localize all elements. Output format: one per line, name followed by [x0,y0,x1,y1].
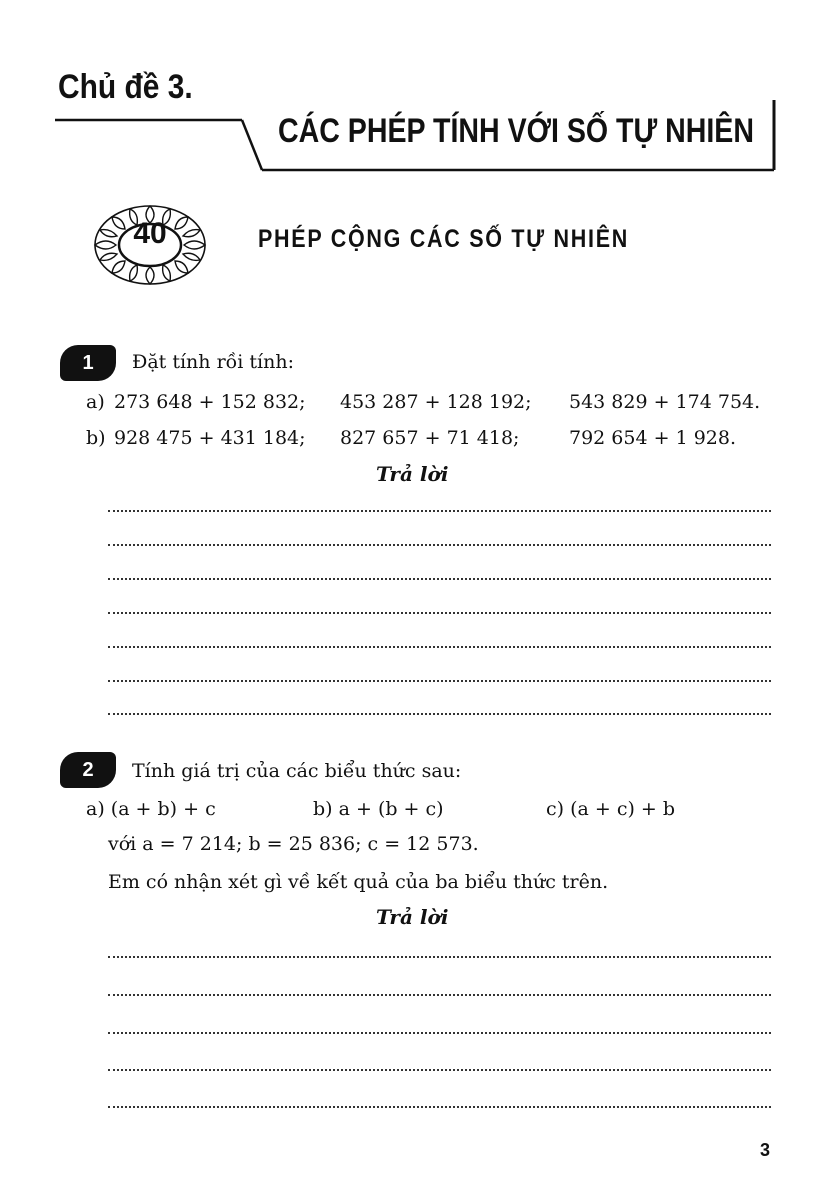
exercise-1-answer-line [108,544,771,546]
chapter-title: CÁC PHÉP TÍNH VỚI SỐ TỰ NHIÊN [278,112,754,150]
exercise-1-answer-label: Trả lời [376,462,449,486]
exercise-2-badge: 2 [60,752,116,788]
exercise-2-answer-line [108,956,771,958]
exercise-1-a-item-3: 543 829 + 174 754. [569,391,761,413]
exercise-1-badge: 1 [60,345,116,381]
exercise-1-answer-line [108,646,771,648]
exercise-1-row-b-label: b) [86,427,106,449]
exercise-1-answer-line [108,713,771,715]
exercise-1-b-item-3: 792 654 + 1 928. [569,427,737,449]
exercise-2-answer-line [108,1032,771,1034]
exercise-2-answer-line [108,1069,771,1071]
lesson-title: PHÉP CỘNG CÁC SỐ TỰ NHIÊN [258,225,630,253]
exercise-2-given-values: với a = 7 214; b = 25 836; c = 12 573. [108,833,479,855]
page-number: 3 [760,1140,771,1160]
exercise-1-a-item-2: 453 287 + 128 192; [340,391,532,413]
exercise-2-question: Em có nhận xét gì về kết quả của ba biểu thức trên. [108,871,609,893]
exercise-2-expression-b: b) a + (b + c) [313,798,444,820]
exercise-1-answer-line [108,510,771,512]
exercise-1-row-a-label: a) [86,391,105,413]
exercise-2-instruction: Tính giá trị của các biểu thức sau: [132,760,462,782]
exercise-1-b-item-1: 928 475 + 431 184; [114,427,306,449]
exercise-2-expression-c: c) (a + c) + b [546,798,676,820]
exercise-1-answer-line [108,680,771,682]
lesson-number: 40 [133,217,167,250]
exercise-1-answer-line [108,578,771,580]
exercise-2-answer-line [108,994,771,996]
chapter-label: Chủ đề 3. [58,68,193,106]
exercise-1-instruction: Đặt tính rồi tính: [132,351,294,373]
exercise-2-answer-label: Trả lời [376,905,449,929]
exercise-1-b-item-2: 827 657 + 71 418; [340,427,520,449]
exercise-2-expression-a: a) (a + b) + c [86,798,216,820]
exercise-1-a-item-1: 273 648 + 152 832; [114,391,306,413]
exercise-1-answer-line [108,612,771,614]
exercise-2-answer-line [108,1106,771,1108]
